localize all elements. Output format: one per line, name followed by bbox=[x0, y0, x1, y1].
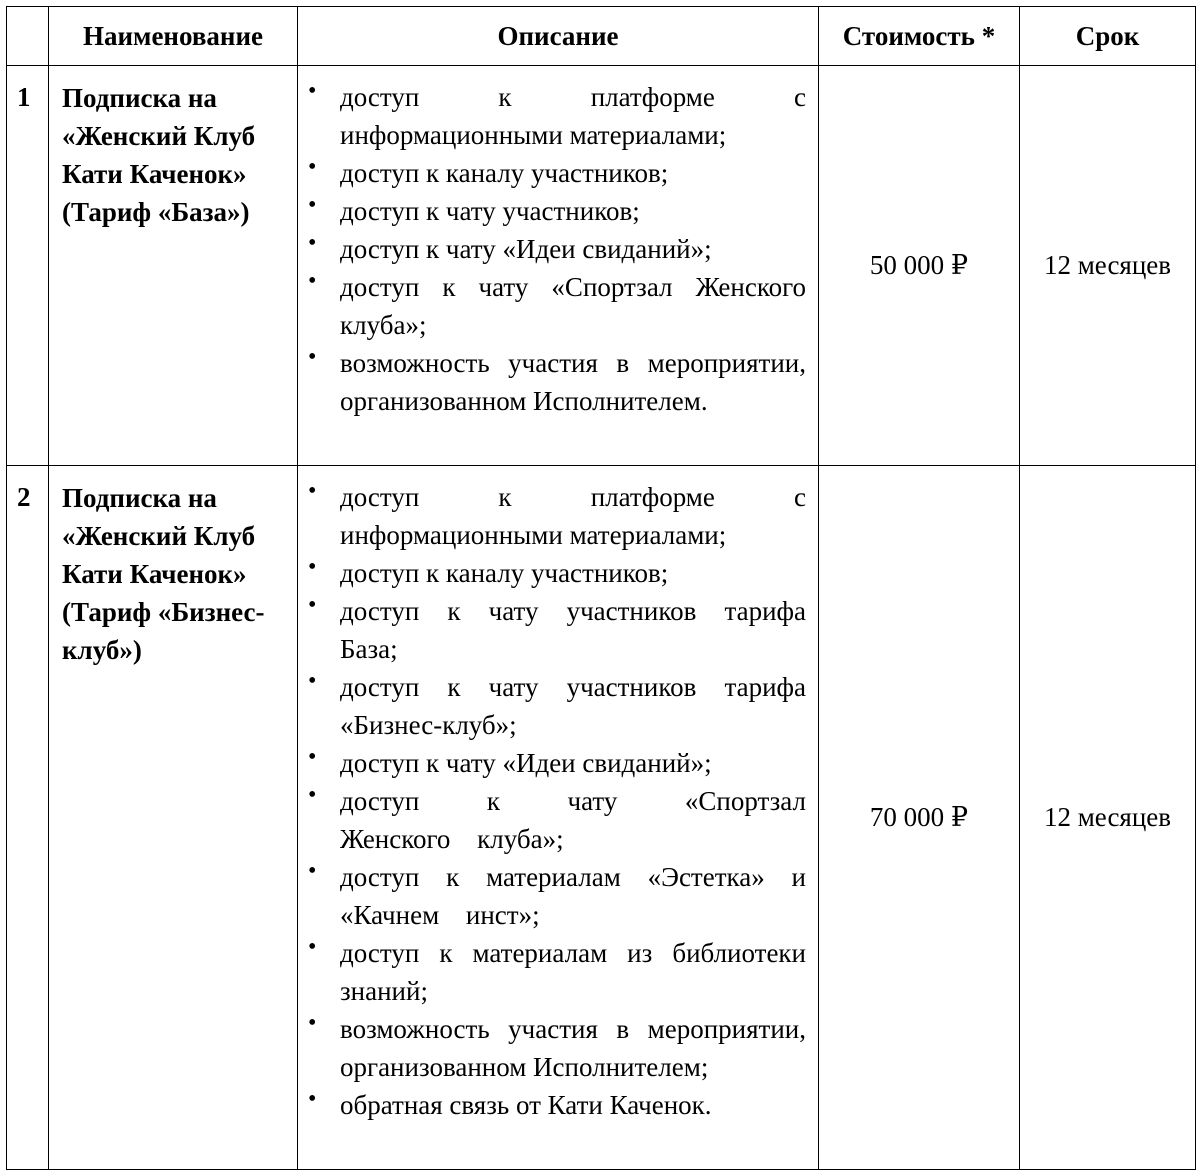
bullet-icon: • bbox=[308, 592, 317, 618]
bullet-icon: • bbox=[308, 554, 317, 580]
feature-item: • доступ к платформе с информационными материалами; bbox=[298, 78, 806, 154]
tariff-cost: 50 000 ₽ bbox=[819, 66, 1020, 466]
feature-item: • доступ к чату «Идеи свиданий»; bbox=[298, 230, 806, 268]
feature-item: • доступ к чату «Идеи свиданий»; bbox=[298, 744, 806, 782]
bullet-icon: • bbox=[308, 744, 317, 770]
header-term: Срок bbox=[1020, 7, 1196, 66]
bullet-icon: • bbox=[308, 668, 317, 694]
feature-item: • доступ к платформе с информационными материалами; bbox=[298, 478, 806, 554]
tariff-cost: 70 000 ₽ bbox=[819, 466, 1020, 1170]
feature-item: • доступ к чату «Спортзал Женского клуба»; bbox=[298, 268, 806, 344]
bullet-icon: • bbox=[308, 230, 317, 256]
tariff-name: Подписка на «Женский Клуб Кати Каченок» (Тариф «База») bbox=[49, 66, 298, 466]
feature-list bbox=[298, 78, 806, 420]
feature-item: • доступ к чату участников тарифа База; bbox=[298, 592, 806, 668]
feature-item: • доступ к чату «Спортзал Женского клуба»; bbox=[298, 782, 806, 858]
bullet-icon: • bbox=[308, 78, 317, 104]
bullet-icon: • bbox=[308, 344, 317, 370]
bullet-icon: • bbox=[308, 934, 317, 960]
feature-item: • доступ к чату участников тарифа «Бизнес-клуб»; bbox=[298, 668, 806, 744]
header-num bbox=[7, 7, 49, 66]
feature-item: • доступ к каналу участников; bbox=[298, 554, 806, 592]
feature-item: • доступ к материалам «Эстетка» и «Качнем инст»; bbox=[298, 858, 806, 934]
feature-item: • доступ к материалам из библиотеки знаний; bbox=[298, 934, 806, 1010]
table-row bbox=[7, 66, 1196, 466]
header-cost: Стоимость * bbox=[819, 7, 1020, 66]
tariff-term: 12 месяцев bbox=[1020, 66, 1196, 466]
row-number: 2 bbox=[7, 466, 49, 1170]
bullet-icon: • bbox=[308, 154, 317, 180]
tariff-description bbox=[298, 466, 819, 1170]
bullet-icon: • bbox=[308, 782, 317, 808]
tariff-table bbox=[6, 6, 1196, 1170]
header-name: Наименование bbox=[49, 7, 298, 66]
feature-item: • возможность участия в мероприятии, организованном Исполнителем. bbox=[298, 344, 806, 420]
bullet-icon: • bbox=[308, 1086, 317, 1112]
bullet-icon: • bbox=[308, 192, 317, 218]
tariff-description bbox=[298, 66, 819, 466]
feature-item: • доступ к каналу участников; bbox=[298, 154, 806, 192]
bullet-icon: • bbox=[308, 478, 317, 504]
header-row bbox=[7, 7, 1196, 66]
tariff-name: Подписка на «Женский Клуб Кати Каченок» (Тариф «Бизнес-клуб») bbox=[49, 466, 298, 1170]
row-number: 1 bbox=[7, 66, 49, 466]
feature-item: • возможность участия в мероприятии, организованном Исполнителем; bbox=[298, 1010, 806, 1086]
feature-item: • доступ к чату участников; bbox=[298, 192, 806, 230]
feature-item: • обратная связь от Кати Каченок. bbox=[298, 1086, 806, 1124]
bullet-icon: • bbox=[308, 858, 317, 884]
feature-list bbox=[298, 478, 806, 1124]
bullet-icon: • bbox=[308, 1010, 317, 1036]
bullet-icon: • bbox=[308, 268, 317, 294]
header-description: Описание bbox=[298, 7, 819, 66]
table-row bbox=[7, 466, 1196, 1170]
tariff-term: 12 месяцев bbox=[1020, 466, 1196, 1170]
